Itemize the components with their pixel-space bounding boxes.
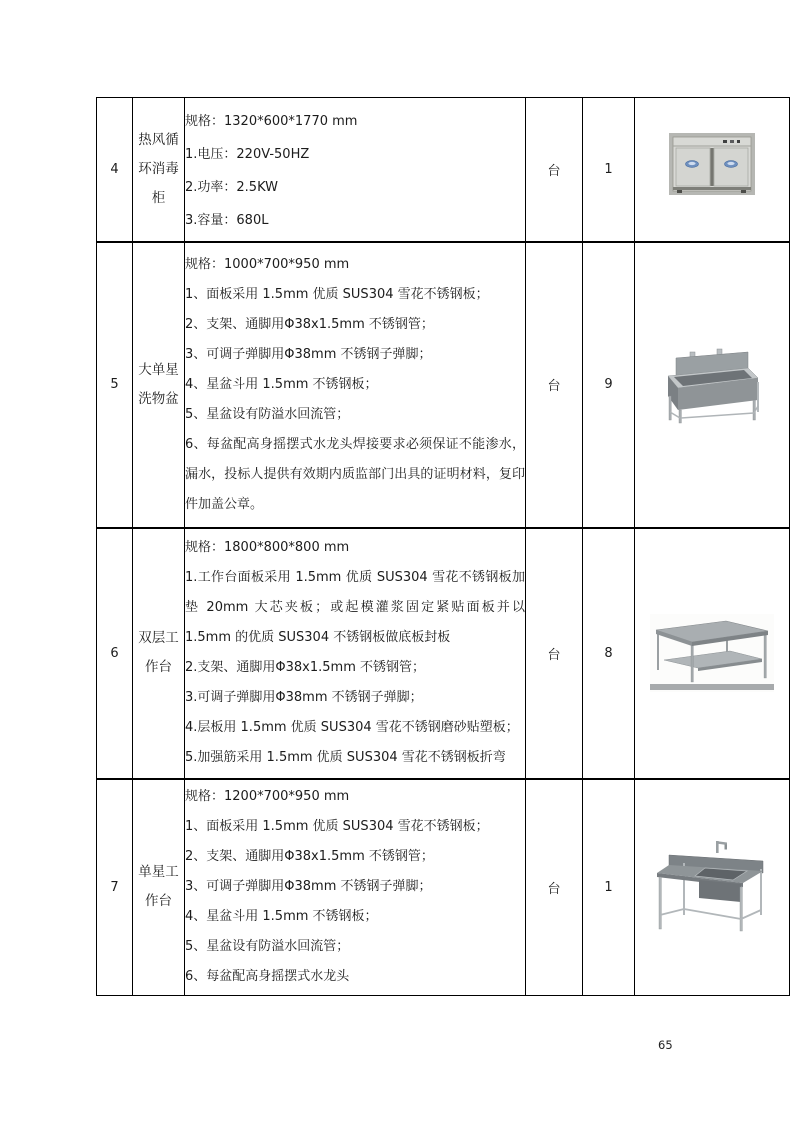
item-name-cell: 双层工作台 <box>133 528 185 779</box>
quantity-cell: 1 <box>583 98 635 242</box>
product-photo-cell <box>635 779 790 996</box>
spec-line: 2.支架、通脚用Φ38x1.5mm 不锈钢管； <box>185 660 426 675</box>
quantity-cell: 1 <box>583 779 635 996</box>
spec-line: 规格：1200*700*950 mm <box>185 789 350 805</box>
single-star-worktable-image <box>653 839 771 935</box>
spec-line: 1、面板采用 1.5mm 优质 SUS304 雪花不锈钢板； <box>185 286 489 302</box>
item-specs-cell <box>185 528 526 779</box>
table-row <box>97 779 790 996</box>
spec-line: 5、星盆设有防溢水回流管； <box>185 939 350 955</box>
spec-line: 6、每盆配高身摇摆式水龙头 <box>185 969 350 985</box>
quantity-cell: 8 <box>583 528 635 779</box>
spec-line: 5、星盆设有防溢水回流管； <box>185 406 350 422</box>
item-name-cell: 单星工作台 <box>133 779 185 996</box>
item-name-cell: 大单星洗物盆 <box>133 242 185 528</box>
spec-line: 规格：1000*700*950 mm <box>185 256 350 272</box>
spec-line: 2、支架、通脚用Φ38x1.5mm 不锈钢管； <box>185 316 434 332</box>
equipment-spec-table <box>96 97 790 996</box>
unit-cell: 台 <box>526 528 583 779</box>
page-number: 65 <box>658 1038 673 1052</box>
double-layer-worktable-image <box>650 614 774 692</box>
spec-line: 1.工作台面板采用 1.5mm 优质 SUS304 雪花不锈钢板加垫 20mm 大芯夹板；或起模灌浆固定紧贴面板并以 1.5mm 的优质 SUS304 不锈钢板做底板封板 <box>185 570 525 645</box>
row-number-cell: 7 <box>97 779 133 996</box>
large-single-star-sink-image <box>660 346 764 424</box>
spec-line: 3、可调子弹脚用Φ38mm 不锈钢子弹脚； <box>185 346 432 362</box>
row-number-cell: 6 <box>97 528 133 779</box>
product-photo-cell <box>635 528 790 779</box>
spec-line: 1、面板采用 1.5mm 优质 SUS304 雪花不锈钢板； <box>185 819 489 835</box>
spec-line: 3.容量：680L <box>185 213 269 229</box>
row-number-cell: 4 <box>97 98 133 242</box>
spec-line: 5.加强筋采用 1.5mm 优质 SUS304 雪花不锈钢板折弯 <box>185 750 506 765</box>
spec-line: 4.层板用 1.5mm 优质 SUS304 雪花不锈钢磨砂贴塑板； <box>185 720 519 735</box>
spec-line: 6、每盆配高身摇摆式水龙头焊接要求必须保证不能渗水，漏水，投标人提供有效期内质监部门出具的证明材料，复印件加盖公章。 <box>185 436 525 512</box>
item-name-cell: 热风循环消毒柜 <box>133 98 185 242</box>
item-specs-cell <box>185 242 526 528</box>
spec-line: 规格：1320*600*1770 mm <box>185 114 358 130</box>
unit-cell: 台 <box>526 779 583 996</box>
spec-line: 规格：1800*800*800 mm <box>185 540 350 555</box>
product-photo-cell <box>635 242 790 528</box>
spec-line: 4、星盆斗用 1.5mm 不锈钢板； <box>185 909 378 925</box>
unit-cell: 台 <box>526 242 583 528</box>
spec-line: 3.可调子弹脚用Φ38mm 不锈钢子弹脚； <box>185 690 423 705</box>
spec-line: 3、可调子弹脚用Φ38mm 不锈钢子弹脚； <box>185 879 432 895</box>
spec-line: 4、星盆斗用 1.5mm 不锈钢板； <box>185 376 378 392</box>
spec-line: 2、支架、通脚用Φ38x1.5mm 不锈钢管； <box>185 849 434 865</box>
row-number-cell: 5 <box>97 242 133 528</box>
table-row <box>97 242 790 528</box>
table-row <box>97 528 790 779</box>
spec-line: 2.功率：2.5KW <box>185 180 278 196</box>
unit-cell: 台 <box>526 98 583 242</box>
quantity-cell: 9 <box>583 242 635 528</box>
product-photo-cell <box>635 98 790 242</box>
hot-air-disinfection-cabinet-image <box>669 133 755 195</box>
spec-line: 1.电压：220V-50HZ <box>185 147 310 163</box>
table-row <box>97 98 790 242</box>
item-specs-cell <box>185 98 526 242</box>
item-specs-cell <box>185 779 526 996</box>
